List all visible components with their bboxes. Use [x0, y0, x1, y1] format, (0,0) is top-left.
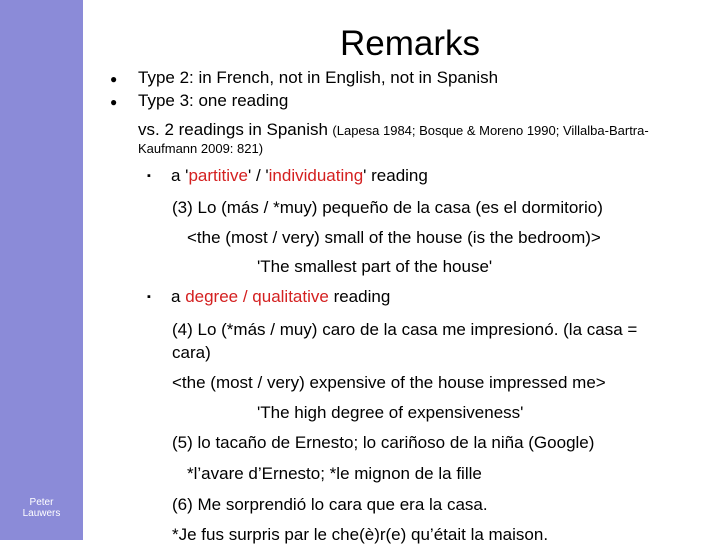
gloss-3: <the (most / very) small of the house (is the bedroom)>	[187, 228, 601, 247]
readings-line	[138, 119, 649, 141]
readings-ref-cont: Kaufmann 2009: 821)	[138, 141, 264, 156]
author-first-name: Peter	[29, 497, 54, 508]
sidebar-band	[0, 0, 83, 540]
slide-title: Remarks	[339, 24, 481, 63]
square-marker: ▪	[147, 291, 151, 303]
individuating-term: individuating	[268, 166, 364, 185]
french-6: *Je fus surpris par le che(è)r(e) qu’était la maison.	[172, 525, 549, 544]
bullet-type3: Type 3: one reading	[138, 91, 289, 110]
partitive-post: ' reading	[363, 166, 428, 185]
partitive-pre: a '	[171, 166, 189, 185]
partitive-term: partitive	[188, 166, 248, 185]
example-4-line1: (4) Lo (*más / muy) caro de la casa me impresionó. (la casa =	[172, 320, 638, 339]
author-last-name: Lauwers	[22, 508, 61, 519]
author-name	[6, 497, 77, 519]
bullet-type2: Type 2: in French, not in English, not in Spanish	[138, 68, 499, 87]
readings-main: vs. 2 readings in Spanish	[138, 120, 328, 139]
translation-3: 'The smallest part of the house'	[257, 257, 493, 276]
example-6: (6) Me sorprendió lo cara que era la casa.	[172, 495, 488, 514]
example-5: (5) lo tacaño de Ernesto; lo cariñoso de la niña (Google)	[172, 433, 595, 452]
gloss-4: <the (most / very) expensive of the house impressed me>	[172, 373, 606, 392]
degree-heading	[171, 286, 390, 308]
example-4-line2: cara)	[172, 343, 211, 362]
degree-post: reading	[328, 287, 391, 306]
degree-pre: a	[171, 287, 186, 306]
bullet-marker: ●	[110, 72, 118, 86]
french-5: *l’avare d’Ernesto; *le mignon de la fille	[187, 464, 482, 483]
square-marker: ▪	[147, 170, 151, 182]
example-3: (3) Lo (más / *muy) pequeño de la casa (es el dormitorio)	[172, 198, 603, 217]
bullet-marker: ●	[110, 95, 118, 109]
partitive-heading	[171, 165, 428, 187]
readings-ref: (Lapesa 1984; Bosque & Moreno 1990; Villalba-Bartra-	[332, 123, 649, 138]
translation-4: 'The high degree of expensiveness'	[257, 403, 524, 422]
partitive-mid: ' / '	[247, 166, 269, 185]
degree-term: degree / qualitative	[185, 287, 329, 306]
